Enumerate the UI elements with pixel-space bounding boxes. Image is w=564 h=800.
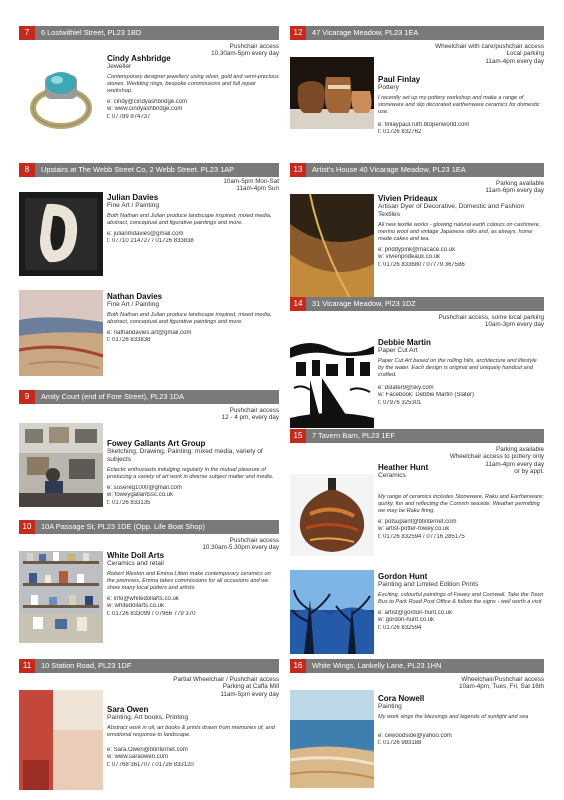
entry-header: [290, 429, 544, 443]
artist-role: Painting: [378, 703, 402, 710]
contact-phone: t: 07710 214727 / 01726 833838: [107, 238, 194, 245]
artist-info: [107, 193, 279, 246]
artist-role: Ceramics and retail: [107, 560, 164, 567]
entry-9: [19, 390, 279, 519]
contact-website[interactable]: w: www.cindyashbridge.com: [107, 106, 183, 113]
artist-name: Julian Davies: [107, 193, 159, 202]
entry-address: 7 Tavern Barn, PL23 1EF: [312, 431, 395, 440]
entry-number: 10: [19, 520, 35, 534]
contact-phone: t: 01726 832594 / 07716 285175: [378, 533, 465, 540]
contact-phone: t: 01726 832762: [378, 129, 422, 136]
entry-header: [290, 26, 544, 40]
seascape-photo: [290, 690, 374, 788]
contact-email[interactable]: e: info@whitedollarts.co.uk: [107, 596, 179, 602]
artist-contact: [107, 330, 279, 345]
artist-name: Sara Owen: [107, 705, 149, 714]
artist-name: Debbie Martin: [378, 338, 431, 347]
ceramics-shop-photo: [19, 551, 103, 643]
contact-email[interactable]: e: susereg1000@gmail.com: [107, 485, 182, 491]
contact-phone: t: 01726 833838: [107, 337, 151, 344]
artist-role: Pottery: [378, 84, 399, 91]
gallants-photo: [19, 423, 103, 507]
access-info: Pushchair access, some local parking 10am-3pm every day: [438, 314, 544, 329]
entry-number: 9: [19, 390, 35, 404]
contact-phone: t: 01726 833135: [107, 499, 151, 506]
artist-role: Ceramics: [378, 472, 406, 479]
entry-header: [290, 163, 544, 177]
contact-email[interactable]: e: nathandavies.art@gmail.com: [107, 330, 192, 336]
entry-16: [290, 659, 544, 796]
entry-number: 11: [19, 659, 35, 673]
artist-name: Fowey Gallants Art Group: [107, 439, 206, 448]
artist-name: Vivien Prideaux: [378, 194, 438, 203]
contact-website[interactable]: w: www.saraowen.com: [107, 754, 169, 761]
contact-email[interactable]: e: potsupaint@btinternet.com: [378, 519, 457, 525]
entry-number: 15: [290, 429, 306, 443]
raku-pot-photo: [290, 474, 374, 556]
artist-contact: [378, 733, 544, 748]
entry-header: [19, 520, 279, 534]
access-info: Parking available 11am-6pm every day: [485, 180, 544, 195]
contact-email[interactable]: e: dslater9@sky.com: [378, 385, 434, 391]
artist-info: [107, 439, 279, 507]
entry-address: 31 Vicarage Meadow, Pl23 1DZ: [312, 299, 416, 308]
access-info: Wheelchair/Pushchair access 10am-4pm, Tues, Fri, Sat 16th: [458, 676, 544, 691]
artist-role: Sketching, Drawing, Painting: mixed media, variety of subjects: [107, 448, 263, 463]
artist-contact: [378, 519, 544, 541]
contact-website[interactable]: w: gordon-hunt.co.uk: [378, 617, 435, 624]
access-info: Pushchair access 10.30am-5pm every day: [211, 43, 279, 58]
contact-email[interactable]: e: artist@gordon-hunt.co.uk: [378, 610, 453, 616]
entry-header: [19, 163, 279, 177]
artist-contact: [378, 610, 544, 632]
entry-number: 12: [290, 26, 306, 40]
contact-phone: t: 01726 833680 / 07779 367586: [378, 261, 465, 268]
entry-11: [19, 659, 279, 796]
artist-info: [107, 54, 279, 121]
artist-name: Gordon Hunt: [378, 572, 428, 581]
artist-description: All new textile works - glowing natural earth colours on cashmere, merino wool and vintage Japanese silks and, as always, home made cakes and tea.: [378, 222, 541, 242]
contact-phone: t: 07768 361707 / 01726 833120: [107, 761, 194, 768]
entry-13: [290, 163, 544, 300]
artist-contact: [107, 485, 279, 507]
access-info: Partial Wheelchair / Pushchair access Parking at Caffa Mill 11am-5pm every day: [173, 676, 279, 698]
artist-info: [378, 194, 544, 269]
artist-name: Paul Finlay: [378, 75, 421, 84]
contact-phone: t: 07976 325301: [378, 399, 422, 406]
entry-number: 7: [19, 26, 35, 40]
artist-description: I recently set up my pottery workshop and make a range of stoneware and slip decorated earthenware ceramics for domestic use.: [378, 95, 540, 115]
artist-name: Nathan Davies: [107, 292, 163, 301]
artist-info: [378, 694, 544, 748]
artist-description: Contemporary designer jewellery using silver, gold and semi-precious stones. Wedding rings, bespoke commissions and full repair workshop.: [107, 74, 279, 94]
artist-contact: [378, 122, 544, 137]
access-info: Parking available Wheelchair access to pottery only 11am-4pm every day or by appt.: [449, 446, 544, 476]
entry-8: [19, 163, 279, 388]
artist-name: White Doll Arts: [107, 551, 165, 560]
fowey-painting-photo: [290, 570, 374, 654]
entry-10: [19, 520, 279, 657]
contact-website[interactable]: w: foweygallantssc.co.uk: [107, 492, 174, 499]
contact-email[interactable]: e: julianmdavies@gmail.com: [107, 231, 184, 237]
paper-cut-photo: [290, 328, 374, 428]
entry-address: Artist's House 40 Vicarage Meadow, PL23 1EA: [312, 165, 466, 174]
contact-phone: t: 07789 974737: [107, 113, 151, 120]
artist-contact: [378, 247, 544, 269]
entry-address: 10A Passage St, PL23 1DE (Opp. Life Boat Shop): [41, 522, 205, 531]
entry-7: [19, 26, 279, 153]
artist-info: [378, 75, 544, 137]
artist-contact: [107, 747, 279, 769]
artist-role: Painting and Limited Edition Prints: [378, 581, 479, 588]
artist-role: Painting, Art books, Printing: [107, 714, 189, 721]
artist-info: [107, 705, 279, 769]
contact-email[interactable]: e: cindy@cindyashbridge.com: [107, 99, 188, 105]
artist-description: Both Nathan and Julian produce landscape inspired, mixed media, abstract, conceptual and figurative paintings and more.: [107, 213, 272, 226]
textiles-photo: [290, 194, 374, 298]
entry-header: [19, 26, 279, 40]
artist-contact: [378, 385, 544, 407]
artist-role: Artisan Dyer of Decorative, Domestic and Fashion Textiles: [378, 203, 525, 218]
artist-info: [107, 551, 279, 618]
contact-website[interactable]: w: vivienprideaux.co.uk: [378, 254, 441, 261]
contact-website[interactable]: w: artist-potter-fowey.co.uk: [378, 526, 450, 533]
access-info: Pushchair access 12 - 4 pm, every day: [221, 407, 279, 422]
artist-description: Exciting, colourful paintings of Fowey and Cornwall. Take the Town Bus to Park Road Post Office & follow the signs - well worth a visit: [378, 592, 544, 605]
entry-address: 6 Lostwithiel Street, PL23 1BD: [41, 28, 142, 37]
artist-role: Jeweller: [107, 63, 132, 70]
artist-description: My range of ceramics includes Stoneware, Raku and Earthenware; quirky, fun and reflecting the Cornish seaside. Weather permitting we may be Raku firing.: [378, 494, 544, 514]
pottery-photo: [290, 57, 374, 129]
artist-info: [378, 463, 544, 541]
entry-address: Amity Court (end of Fore Street), PL23 1DA: [41, 392, 184, 401]
artist-role: Fine Art / Painting: [107, 301, 160, 308]
artist-description: Both Nathan and Julian produce landscape inspired, mixed media, abstract, conceptual and figurative paintings and more.: [107, 312, 272, 325]
entry-number: 16: [290, 659, 306, 673]
abstract-painting-photo: [19, 690, 103, 790]
artist-description: Abstract work in oil, art books & prints drawn from memories of, and emotional response to landscape.: [107, 725, 275, 738]
contact-email[interactable]: e: finlaypaul.ruth.btopenworld.com: [378, 122, 470, 128]
entry-15: [290, 429, 544, 666]
access-info: Pushchair access 10.30am-5.30pm every day: [202, 537, 279, 552]
entry-header: [290, 297, 544, 311]
contact-email[interactable]: e: Sara.Owen@btinternet.com: [107, 747, 188, 753]
artist-role: Paper Cut Art: [378, 347, 418, 354]
entry-address: Upstairs at The Webb Street Co, 2 Webb Street. PL23 1AP: [41, 165, 235, 174]
artist-description: Paper Cut Art based on the rolling hills, architecture and lifestyle by the water. Each design is original and uniquely handcut and crafted.: [378, 358, 537, 378]
contact-email[interactable]: e: priddypink@macace.co.uk: [378, 247, 456, 253]
artist-info: [107, 292, 279, 345]
contact-email[interactable]: e: cewoodside@yahoo.com: [378, 733, 452, 739]
entry-address: 10 Station Road, PL23 1DF: [41, 661, 132, 670]
entry-header: [290, 659, 544, 673]
contact-website[interactable]: w: Facebook: Debbie Martin (Slater): [378, 392, 475, 399]
contact-phone: t: 01726 833099 / 07966 779 370: [107, 610, 196, 617]
nathan-painting-photo: [19, 290, 103, 376]
entry-header: [19, 659, 279, 673]
entry-address: 47 Vicarage Meadow, PL23 1EA: [312, 28, 419, 37]
ring-photo: [19, 53, 103, 133]
entry-number: 8: [19, 163, 35, 177]
contact-phone: t: 01726 832594: [378, 624, 422, 631]
opening-hours: 10am-5pm Mon-Sat 11am-4pm Sun: [223, 178, 279, 193]
artist-contact: [107, 596, 279, 618]
access-info: Wheelchair with care/pushchair access Local parking 11am-4pm every day: [435, 43, 544, 65]
artist-description: Robert Weston and Emma Litten make contemporary ceramics on the premises, Emma takes commissions for all occasions and we show many local potters and artists.: [107, 571, 271, 591]
entry-14: [290, 297, 544, 432]
artist-name: Heather Hunt: [378, 463, 429, 472]
entry-12: [290, 26, 544, 155]
julian-painting-photo: [19, 192, 103, 276]
artist-contact: [107, 99, 279, 121]
artist-role: Fine Art / Painting: [107, 202, 160, 209]
entry-number: 13: [290, 163, 306, 177]
artist-name: Cindy Ashbridge: [107, 54, 171, 63]
artist-description: Eclectic enthusiasts indulging regularly in the mutual pleasure of producing a variety of art work in diverse subject matter and media.: [107, 467, 274, 480]
artist-info: [378, 338, 544, 407]
contact-website[interactable]: w: whitedollarts.co.uk: [107, 603, 165, 610]
entry-header: [19, 390, 279, 404]
artist-name: Cora Nowell: [378, 694, 425, 703]
entry-address: White Wings, Lankelly Lane, PL23 1HN: [312, 661, 442, 670]
contact-phone: t: 01726 983188: [378, 740, 422, 747]
artist-contact: [107, 231, 279, 246]
artist-info: [378, 572, 544, 632]
entry-number: 14: [290, 297, 306, 311]
artist-description: My work sings the blessings and legends of sunlight and sea: [378, 714, 529, 720]
